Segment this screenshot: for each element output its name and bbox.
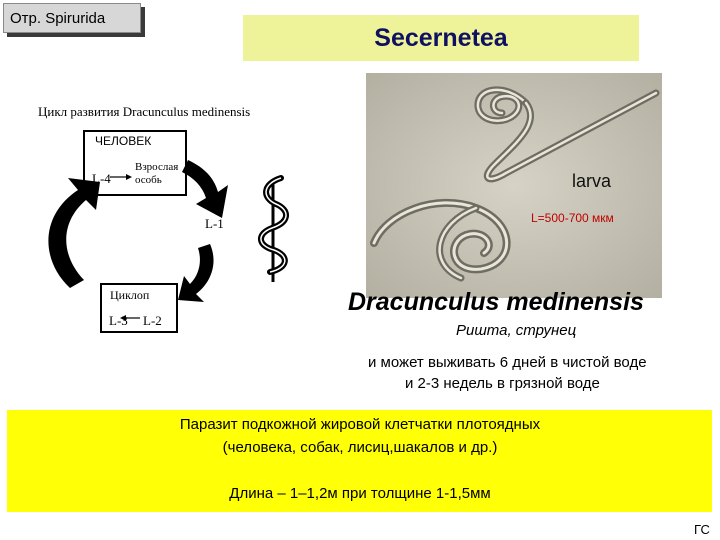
stage-l4-label: L-4 bbox=[92, 171, 111, 186]
species-name: Dracunculus medinensis bbox=[348, 288, 644, 316]
slide-title: Secernetea bbox=[374, 24, 508, 52]
common-names: Ришта, струнец bbox=[456, 322, 577, 339]
survival-text-line-2: и 2-3 недель в грязной воде bbox=[405, 375, 600, 392]
info-line-3: Длина – 1–1,2м при толщине 1-1,5мм bbox=[229, 485, 491, 502]
human-host-label: ЧЕЛОВЕК bbox=[95, 134, 152, 148]
info-line-2: (человека, собак, лисиц,шакалов и др.) bbox=[222, 439, 498, 456]
stage-l2-label: L-2 bbox=[143, 313, 162, 328]
larva-length-label: L=500-700 мкм bbox=[531, 211, 614, 225]
right-lower-arrow bbox=[178, 244, 214, 302]
cycle-title: Цикл развития Dracunculus medinensis bbox=[38, 104, 251, 119]
stage-l1-label: L-1 bbox=[205, 216, 224, 231]
larva-label: larva bbox=[572, 171, 612, 191]
order-tag: Отр. Spirurida bbox=[3, 3, 141, 33]
stage-l3-label: L-3 bbox=[109, 313, 128, 328]
larva-photo bbox=[366, 73, 662, 298]
survival-text-line-1: и может выживать 6 дней в чистой воде bbox=[368, 354, 647, 371]
footer-mark: ГС bbox=[694, 522, 710, 537]
adult-stage-label: Взрослая особь bbox=[135, 161, 179, 186]
info-line-1: Паразит подкожной жировой клетчатки плотоядных bbox=[179, 416, 541, 433]
right-upper-arrow bbox=[182, 160, 228, 218]
cyclops-host-label: Циклоп bbox=[110, 288, 150, 302]
